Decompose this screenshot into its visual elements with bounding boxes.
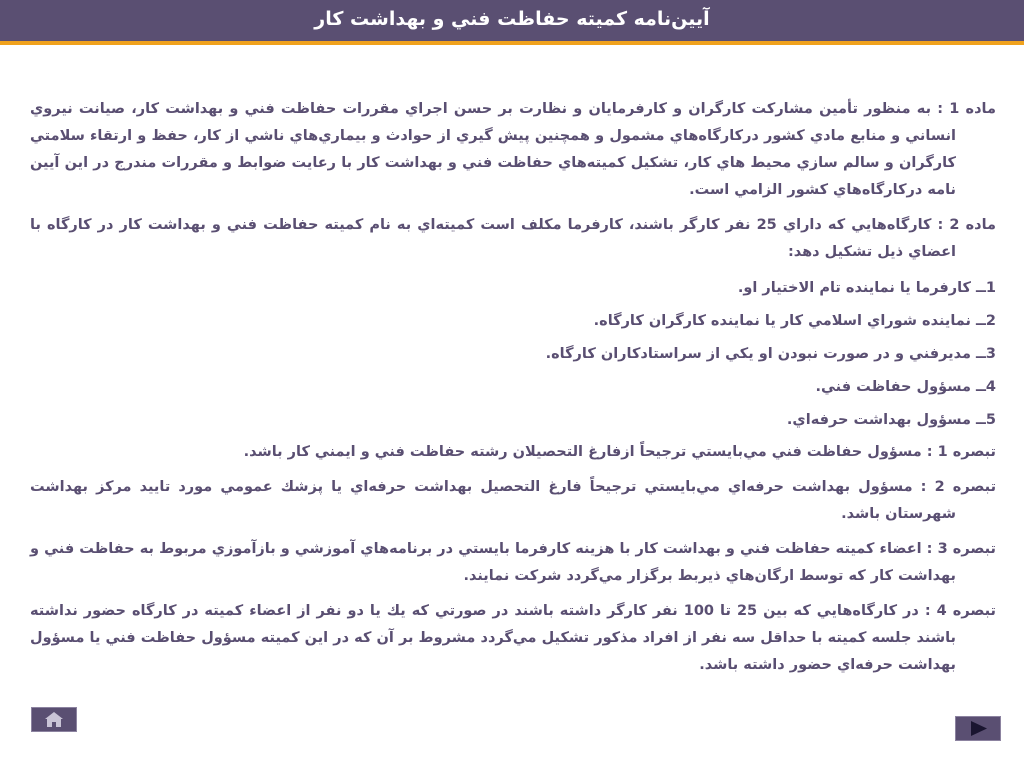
note-4-text: تبصره 4 : در كارگاه‌هايي كه بين 25 تا 100 نفر كارگر داشته باشند در صورتي كه يك يا دو نفر از اعضاء كميته در كارگاه حضور نداشته باشند جلسه كميته با حداقل سه نفر از افراد مذكور تشكيل مي‌گردد مشروط بر آن كه در اين كميته مسؤول حفاظت فني يا مسؤول بهداشت حرفه‌اي حضور داشته باشد. [30,603,996,673]
article-1-text: ماده 1 : به منظور تأمين مشاركت كارگران و كارفرمايان و نظارت بر حسن اجراي مقررات حفاظت فني و بهداشت كار، صيانت نيروي انساني و منابع مادي كشور دركارگاه‌هاي مشمول و همچنين پيش گيري از حوادث و بيماري‌هاي ناشي از كار، حفظ و ارتقاء سلامتي كارگران و سالم سازي محيط هاي كار، تشكيل كميته‌هاي حفاظت فني و بهداشت كار با رعايت ضوابط و مقررات مندرج در اين آيين نامه دركارگاه‌هاي كشور الزامي است. [30,101,996,198]
list-item: 4ــ مسؤول حفاظت فني. [815,379,996,395]
next-button[interactable] [955,716,1001,741]
home-button[interactable] [31,707,77,732]
list-item: 5ــ مسؤول بهداشت حرفه‌اي. [786,412,996,428]
article-2-text: ماده 2 : كارگاه‌هايي كه داراي 25 نفر كارگر باشند، كارفرما مكلف است كميته‌اي به نام كميته حفاظت فني و بهداشت كار در كارگاه با اعضاي ذيل تشكيل دهد: [30,217,996,260]
committee-members-list [30,274,996,434]
note-2-text: تبصره 2 : مسؤول بهداشت حرفه‌اي مي‌بايستي ترجيحاً فارغ التحصيل بهداشت حرفه‌اي يا پزشك عمومي مورد تاييد مركز بهداشت شهرستان باشد. [30,479,997,522]
list-item: 1ــ كارفرما يا نماينده تام الاختيار او. [737,280,996,296]
play-triangle-icon [956,717,1000,740]
slide-title: آيين‌نامه كميته حفاظت فني و بهداشت كار [314,8,710,30]
note-3-text: تبصره 3 : اعضاء كميته حفاظت فني و بهداشت كار با هزينه كارفرما بايستي در برنامه‌هاي آموزشي و بازآموزي مربوط به حفاظت فني و بهداشت كار كه توسط ارگان‌هاي ذيربط برگزار مي‌گردد شركت نمايند. [30,541,996,584]
slide-body [30,96,996,687]
home-icon [32,708,76,731]
list-item: 2ــ نماينده شوراي اسلامي كار يا نماينده كارگران كارگاه. [593,313,996,329]
title-bar [0,0,1024,45]
list-item: 3ــ مديرفني و در صورت نبودن او يكي از سراستادكاران كارگاه. [545,346,996,362]
note-1-text: تبصره 1 : مسؤول حفاظت فني مي‌بايستي ترجيحاً ازفارغ التحصيلان رشته حفاظت فني و ايمني كار باشد. [243,444,996,460]
